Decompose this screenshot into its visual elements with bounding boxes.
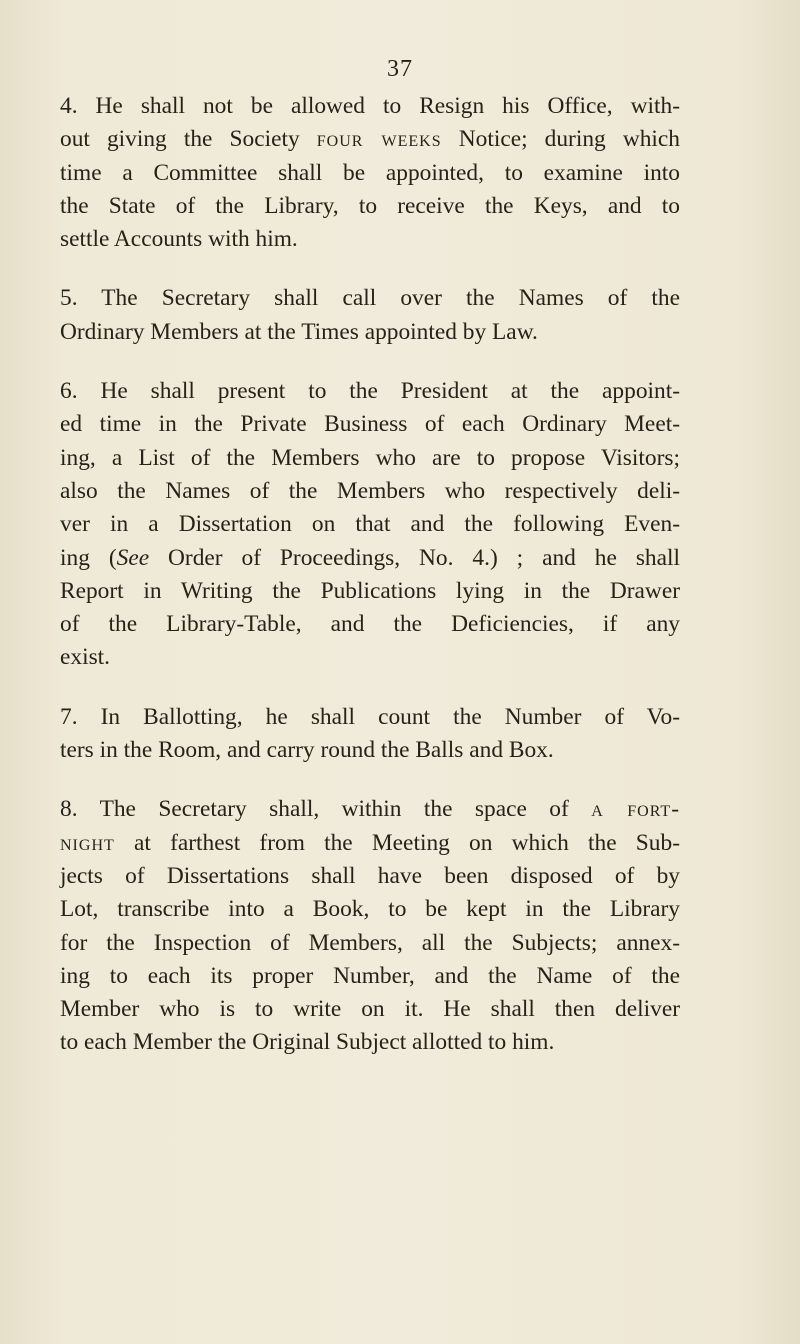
text-line: to each Member the Original Subject allotted to him. <box>60 1029 555 1056</box>
text-run: 8. The Secretary shall, within the space of <box>60 796 592 823</box>
text-line: ver in a Dissertation on that and the following Even- <box>60 511 680 538</box>
text-run: out giving the Society <box>60 126 317 153</box>
text-line: for the Inspection of Members, all the Subjects; annex- <box>60 929 680 956</box>
text-line: of the Library-Table, and the Deficiencies, if any <box>60 611 680 638</box>
page-number: 37 <box>387 56 413 82</box>
paragraph-7 <box>60 701 680 768</box>
text-line: Report in Writing the Publications lying in the Drawer <box>60 577 680 604</box>
text-line <box>60 542 680 575</box>
text-line: 5. The Secretary shall call over the Names of the <box>60 285 680 312</box>
small-caps-run: night <box>60 829 115 856</box>
small-caps-run: four weeks <box>316 126 442 153</box>
paragraph-5 <box>60 282 680 349</box>
paragraph-4 <box>60 90 680 256</box>
text-line: the State of the Library, to receive the Keys, and to <box>60 192 680 219</box>
text-line: time a Committee shall be appointed, to examine into <box>60 159 680 186</box>
text-line: ters in the Room, and carry round the Balls and Box. <box>60 737 554 764</box>
text-line: ing, a List of the Members who are to propose Visitors; <box>60 444 680 471</box>
text-line: ed time in the Private Business of each Ordinary Meet- <box>60 411 680 438</box>
text-line: 4. He shall not be allowed to Resign his Office, with- <box>60 93 680 119</box>
text-run: at farthest from the Meeting on which the Sub- <box>114 829 680 856</box>
text-run: ing ( <box>60 544 117 571</box>
text-line: settle Accounts with him. <box>60 226 298 253</box>
italic-run: See <box>116 544 150 571</box>
text-line: 7. In Ballotting, he shall count the Number of Vo- <box>60 703 680 730</box>
text-line: 6. He shall present to the President at the appoint- <box>60 378 680 405</box>
paragraph-6 <box>60 375 680 675</box>
text-line <box>60 793 680 826</box>
page-body <box>60 90 680 1086</box>
text-line: Member who is to write on it. He shall then deliver <box>60 996 680 1023</box>
text-line <box>60 827 680 860</box>
text-line: exist. <box>60 644 111 671</box>
paragraph-8 <box>60 793 680 1059</box>
text-line: Ordinary Members at the Times appointed by Law. <box>60 318 538 345</box>
text-run: Order of Proceedings, No. 4.) ; and he shall <box>149 544 680 571</box>
text-line <box>60 123 680 156</box>
small-caps-run: a fort- <box>591 796 680 823</box>
text-run: Notice; during which <box>441 126 680 153</box>
text-line: jects of Dissertations shall have been disposed of by <box>60 862 680 889</box>
text-line: ing to each its proper Number, and the Name of the <box>60 962 680 989</box>
text-line: Lot, transcribe into a Book, to be kept in the Library <box>60 896 680 923</box>
text-line: also the Names of the Members who respectively deli- <box>60 477 680 504</box>
